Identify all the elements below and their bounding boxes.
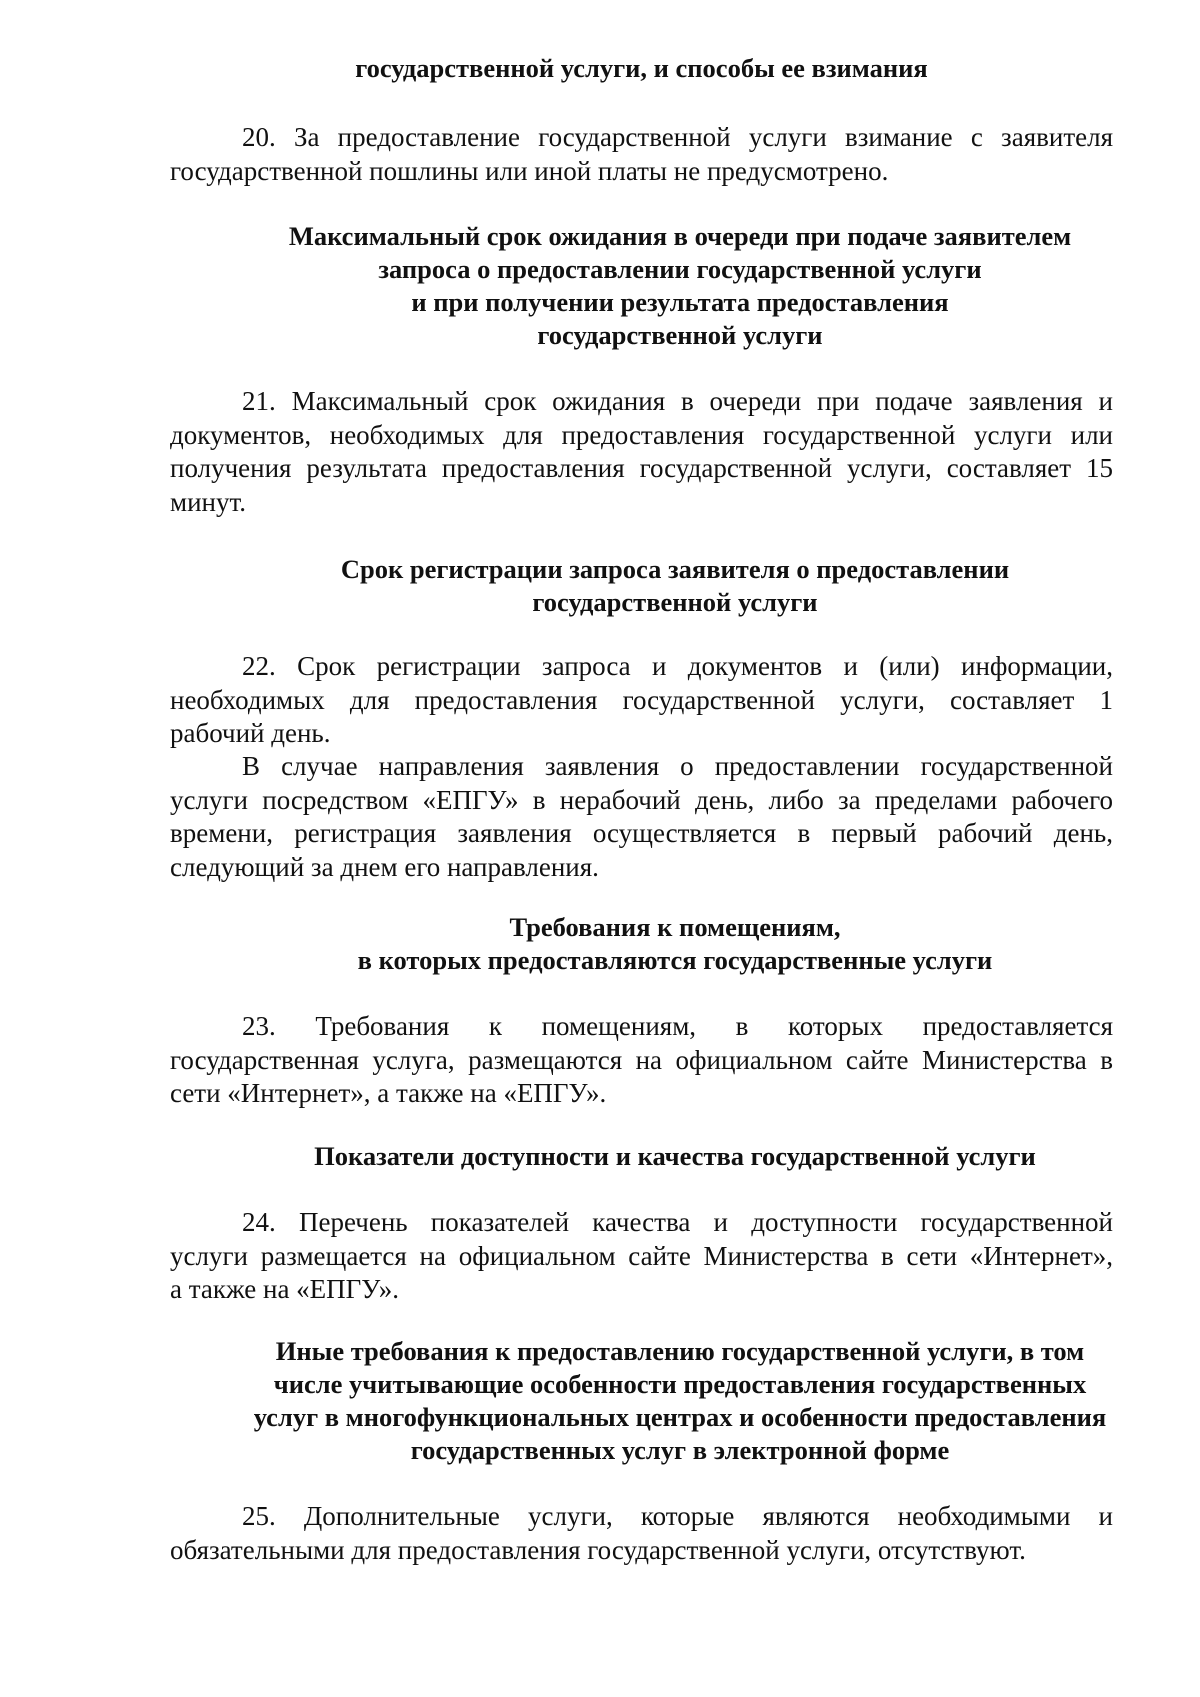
paragraph-line: следующий за днем его направления. <box>170 851 599 882</box>
section-heading-payment <box>170 52 1113 85</box>
heading-line: Показатели доступности и качества государственной услуги <box>314 1141 1036 1171</box>
paragraph-line: 22. Срок регистрации запроса и документов и (или) информации, <box>242 651 1113 681</box>
paragraph-line: 23. Требования к помещениям, в которых предоставляется <box>242 1011 1113 1041</box>
paragraph-line: документов, необходимых для предоставления государственной услуги или <box>170 419 1113 450</box>
paragraph-line: 25. Дополнительные услуги, которые являются необходимыми и <box>242 1501 1113 1531</box>
paragraph-line: 24. Перечень показателей качества и доступности государственной <box>242 1207 1113 1237</box>
heading-line: государственной услуги <box>537 320 823 350</box>
paragraph-line: 20. За предоставление государственной услуги взимание с заявителя <box>242 122 1113 152</box>
paragraph-line: государственной пошлины или иной платы не предусмотрено. <box>170 155 889 186</box>
paragraph-line: необходимых для предоставления государственной услуги, составляет 1 <box>170 684 1113 715</box>
paragraph-23 <box>170 1010 1113 1111</box>
paragraph-line: государственная услуга, размещаются на официальном сайте Министерства в <box>170 1044 1113 1075</box>
heading-line: государственных услуг в электронной форме <box>410 1435 950 1465</box>
paragraph-20 <box>170 121 1113 188</box>
paragraph-line: 21. Максимальный срок ожидания в очереди при подаче заявления и <box>242 386 1113 416</box>
paragraph-line: обязательными для предоставления государственной услуги, отсутствуют. <box>170 1534 1026 1565</box>
heading-line: Максимальный срок ожидания в очереди при подаче заявителем <box>288 221 1072 251</box>
heading-line: в которых предоставляются государственные услуги <box>357 945 993 975</box>
paragraph-line: услуги посредством «ЕПГУ» в нерабочий день, либо за пределами рабочего <box>170 784 1113 815</box>
paragraph-line: а также на «ЕПГУ». <box>170 1274 399 1304</box>
heading-line: Срок регистрации запроса заявителя о предоставлении <box>340 554 1010 584</box>
paragraph-line: минут. <box>170 486 247 517</box>
heading-line: государственной услуги <box>532 587 818 617</box>
heading-line: услуг в многофункциональных центрах и особенности предоставления <box>253 1402 1107 1432</box>
paragraph-21 <box>170 385 1113 519</box>
paragraph-line: сети «Интернет», а также на «ЕПГУ». <box>170 1078 607 1108</box>
heading-line: запроса о предоставлении государственной услуги <box>378 254 982 284</box>
section-heading-other-requirements <box>170 1335 1190 1467</box>
paragraph-25 <box>170 1500 1113 1567</box>
heading-line: Требования к помещениям, <box>509 912 841 942</box>
section-heading-max-wait <box>170 220 1190 352</box>
paragraph-line: услуги размещается на официальном сайте Министерства в сети «Интернет», <box>170 1240 1113 1271</box>
heading-line: государственной услуги, и способы ее взимания <box>355 53 928 83</box>
paragraph-line: В случае направления заявления о предоставлении государственной <box>242 751 1113 781</box>
paragraph-line: рабочий день. <box>170 718 331 748</box>
paragraph-22 <box>170 650 1113 751</box>
paragraph-22-continued <box>170 750 1113 884</box>
section-heading-registration <box>170 553 1180 619</box>
heading-line: Иные требования к предоставлению государственной услуги, в том <box>275 1336 1085 1366</box>
paragraph-line: получения результата предоставления государственной услуги, составляет 15 <box>170 453 1113 483</box>
section-heading-premises <box>170 911 1180 977</box>
paragraph-line: времени, регистрация заявления осуществляется в первый рабочий день, <box>170 818 1113 848</box>
heading-line: числе учитывающие особенности предоставления государственных <box>273 1369 1087 1399</box>
paragraph-24 <box>170 1206 1113 1307</box>
heading-line: и при получении результата предоставления <box>411 287 949 317</box>
section-heading-accessibility <box>170 1140 1180 1173</box>
